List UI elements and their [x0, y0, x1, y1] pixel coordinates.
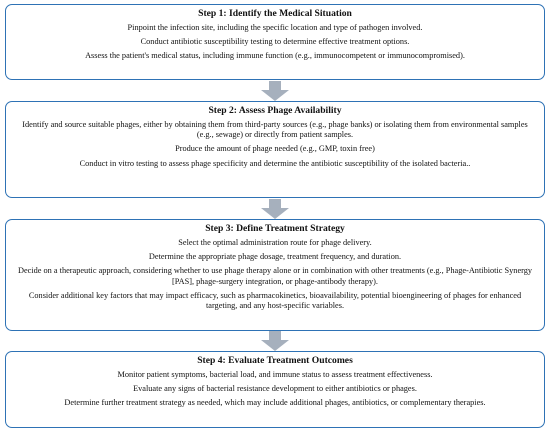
step-3-box [5, 219, 545, 331]
step-1-line-3: Assess the patient's medical status, including immune function (e.g., immunocompetent or immunocompromised). [85, 51, 465, 61]
step-1-box [5, 4, 545, 80]
step-4-line-2: Evaluate any signs of bacterial resistance development to either antibiotics or phages. [133, 384, 417, 394]
step-4-line-3: Determine further treatment strategy as needed, which may include additional phages, antibiotics, or complementary therapies. [64, 398, 486, 408]
step-2-title: Step 2: Assess Phage Availability [208, 105, 342, 116]
down-arrow-icon [260, 199, 290, 219]
step-1-line-1: Pinpoint the infection site, including the specific location and type of pathogen involved. [127, 23, 423, 32]
step-2-line-1: Identify and source suitable phages, either by obtaining them from third-party sources (e.g., phage banks) or isolating them from environmental samples (e.g., sewage) or directly from patient samples. [22, 120, 528, 140]
down-arrow-icon [260, 331, 290, 351]
step-2-box [5, 101, 545, 198]
step-3-line-1: Select the optimal administration route for phage delivery. [178, 238, 372, 247]
step-4-box [5, 351, 545, 428]
step-2-line-3: Conduct in vitro testing to assess phage specificity and determine the antibiotic susceptibility of the isolated bacteria.. [79, 158, 471, 168]
step-4-title: Step 4: Evaluate Treatment Outcomes [197, 355, 353, 366]
step-1-title: Step 1: Identify the Medical Situation [198, 8, 352, 19]
down-arrow-icon [260, 81, 290, 101]
step-3-line-4: Consider additional key factors that may impact efficacy, such as pharmacokinetics, bioavailability, potential bioengineering of phages for enhanced targeting, and any host-specific variables. [28, 290, 522, 311]
step-3-line-3: Decide on a therapeutic approach, considering whether to use phage therapy alone or in combination with other treatments (e.g., Phage-Antibiotic Synergy [PAS], phage-surgery integration, or phage-antibody therapy). [17, 266, 533, 286]
step-3-title: Step 3: Define Treatment Strategy [205, 223, 345, 234]
step-2-line-2: Produce the amount of phage needed (e.g., GMP, toxin free) [175, 144, 375, 154]
step-3-line-2: Determine the appropriate phage dosage, treatment frequency, and duration. [148, 252, 402, 262]
step-4-line-1: Monitor patient symptoms, bacterial load, and immune status to assess treatment effectiveness. [117, 370, 433, 379]
step-1-line-2: Conduct antibiotic susceptibility testing to determine effective treatment options. [140, 37, 410, 47]
